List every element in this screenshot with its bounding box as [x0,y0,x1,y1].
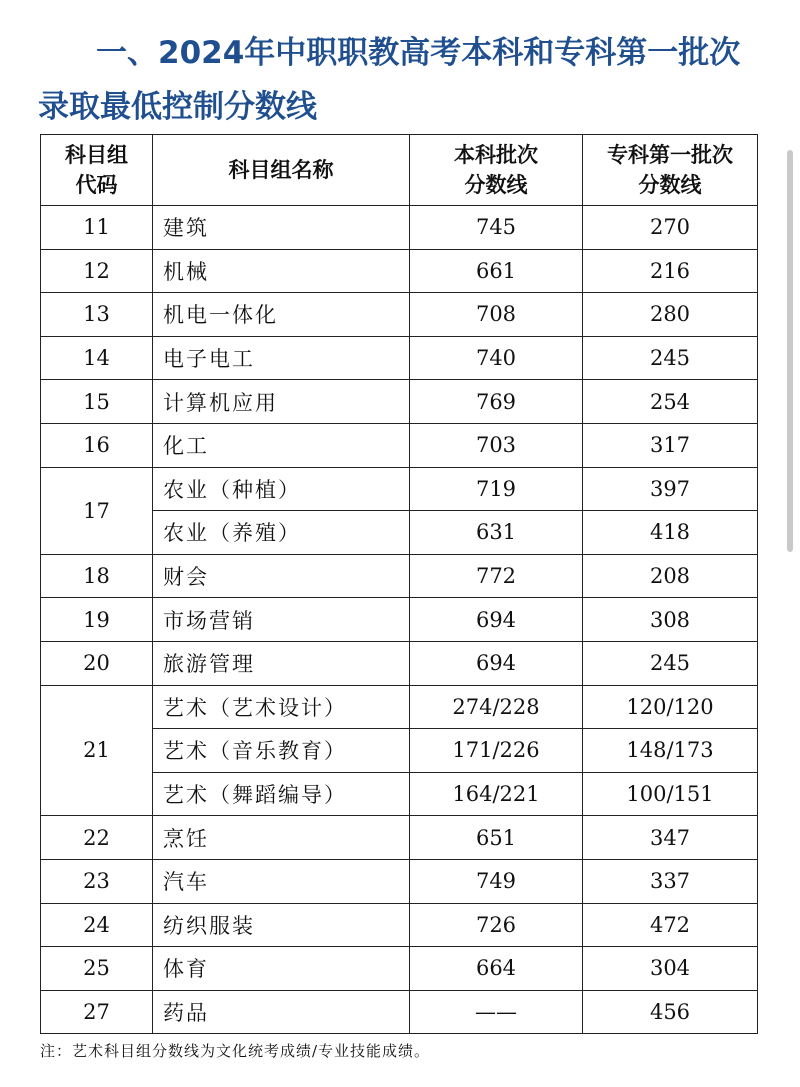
cell-zhuan: 100/151 [583,772,758,816]
table-row [41,380,758,424]
cell-zhuan: 216 [583,249,758,293]
footnote: 注：艺术科目组分数线为文化统考成绩/专业技能成绩。 [40,1042,431,1060]
table-row [41,859,758,903]
cell-name: 建筑 [153,206,410,250]
cell-code: 15 [41,380,153,424]
cell-ben: 769 [410,380,583,424]
table-row [41,249,758,293]
cell-code: 19 [41,598,153,642]
header-ben-line-2: 分数线 [464,173,528,197]
cell-code: 23 [41,859,153,903]
cell-ben: 664 [410,947,583,991]
cell-zhuan: 456 [583,990,758,1034]
title-line-2: 录取最低控制分数线 [38,89,317,125]
cell-name: 财会 [153,554,410,598]
cell-ben: 745 [410,206,583,250]
cell-ben: 694 [410,641,583,685]
cell-code: 22 [41,816,153,860]
cell-name: 艺术（音乐教育） [153,729,410,773]
cell-zhuan: 208 [583,554,758,598]
cell-ben: 661 [410,249,583,293]
cell-ben: 749 [410,859,583,903]
score-table [40,134,758,1034]
cell-zhuan: 418 [583,511,758,555]
cell-name: 艺术（舞蹈编导） [153,772,410,816]
cell-zhuan: 347 [583,816,758,860]
title-line-1: 一、2024年中职职教高考本科和专科第一批次 [96,35,741,71]
cell-ben: 772 [410,554,583,598]
cell-zhuan: 317 [583,423,758,467]
table-row [41,990,758,1034]
table-row [41,467,758,511]
cell-name: 纺织服装 [153,903,410,947]
cell-ben: 694 [410,598,583,642]
cell-code: 25 [41,947,153,991]
cell-code: 17 [41,467,153,554]
cell-zhuan: 472 [583,903,758,947]
cell-code: 24 [41,903,153,947]
cell-code: 11 [41,206,153,250]
cell-zhuan: 280 [583,293,758,337]
cell-zhuan: 148/173 [583,729,758,773]
cell-ben: 719 [410,467,583,511]
cell-code: 13 [41,293,153,337]
header-ben [410,135,583,206]
cell-name: 机电一体化 [153,293,410,337]
header-zhuan-line-1: 专科第一批次 [607,143,733,167]
cell-name: 市场营销 [153,598,410,642]
header-name: 科目组名称 [153,135,410,206]
table-row [41,641,758,685]
cell-ben: 740 [410,336,583,380]
header-code [41,135,153,206]
scrollbar[interactable] [787,150,793,552]
cell-ben: 726 [410,903,583,947]
cell-ben: 171/226 [410,729,583,773]
table-row [41,293,758,337]
table-row [41,336,758,380]
header-ben-line-1: 本科批次 [454,143,538,167]
cell-name: 汽车 [153,859,410,903]
cell-ben: 651 [410,816,583,860]
cell-name: 体育 [153,947,410,991]
cell-ben: 631 [410,511,583,555]
table-row [41,903,758,947]
header-zhuan [583,135,758,206]
table-row [41,685,758,729]
cell-name: 旅游管理 [153,641,410,685]
table-row [41,598,758,642]
cell-code: 21 [41,685,153,816]
cell-name: 艺术（艺术设计） [153,685,410,729]
cell-code: 18 [41,554,153,598]
cell-code: 12 [41,249,153,293]
header-zhuan-line-2: 分数线 [638,173,702,197]
cell-name: 农业（养殖） [153,511,410,555]
table-row [41,816,758,860]
cell-code: 20 [41,641,153,685]
cell-zhuan: 337 [583,859,758,903]
table-row [41,423,758,467]
cell-ben: —— [410,990,583,1034]
cell-name: 机械 [153,249,410,293]
cell-zhuan: 308 [583,598,758,642]
table-row [41,554,758,598]
cell-zhuan: 270 [583,206,758,250]
cell-zhuan: 245 [583,641,758,685]
cell-ben: 274/228 [410,685,583,729]
header-code-line-2: 代码 [75,173,118,197]
cell-zhuan: 397 [583,467,758,511]
cell-zhuan: 120/120 [583,685,758,729]
header-code-line-1: 科目组 [65,143,128,167]
cell-ben: 703 [410,423,583,467]
cell-zhuan: 254 [583,380,758,424]
page-title [38,26,778,134]
table-row [41,206,758,250]
cell-code: 16 [41,423,153,467]
cell-zhuan: 245 [583,336,758,380]
cell-name: 计算机应用 [153,380,410,424]
cell-name: 烹饪 [153,816,410,860]
cell-code: 14 [41,336,153,380]
table-row [41,947,758,991]
cell-name: 农业（种植） [153,467,410,511]
cell-ben: 708 [410,293,583,337]
cell-zhuan: 304 [583,947,758,991]
table-header-row [41,135,758,206]
cell-name: 化工 [153,423,410,467]
cell-code: 27 [41,990,153,1034]
cell-name: 电子电工 [153,336,410,380]
cell-name: 药品 [153,990,410,1034]
cell-ben: 164/221 [410,772,583,816]
